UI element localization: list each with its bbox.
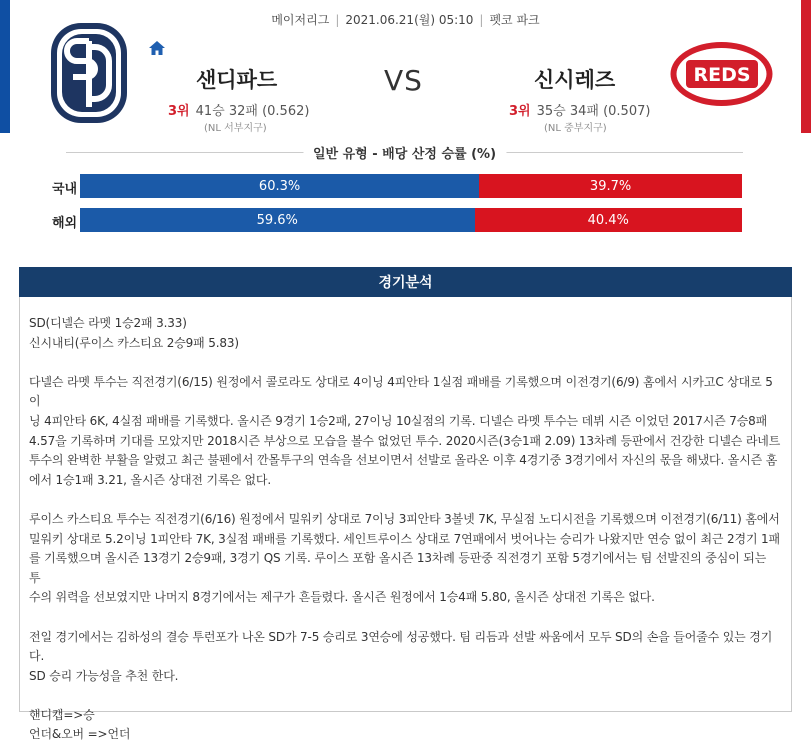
overseas-away-pct: 40.4% (475, 208, 742, 232)
reds-logo-text: REDS (693, 64, 751, 86)
domestic-home-pct: 60.3% (80, 174, 479, 198)
overseas-odds-row (0, 208, 811, 232)
analysis-line: SD 승리 가능성을 추천 한다. (29, 668, 179, 683)
analysis-line: 닝 4피안타 6K, 4실점 패배를 기록했다. 올시즌 9경기 1승2패, 27이닝 10실점의 기록. 디넬슨 라멧 투수는 데뷔 시즌 이었던 2017시즌 7승8패 (29, 413, 768, 428)
analysis-line: 밀워키 상대로 5.2이닝 1피안타 7K, 3실점 패배를 기록했다. 세인트루이스 상대로 7연패에서 벗어나는 승리가 나왔지만 연승 없이 최근 2경기 1패 (29, 531, 780, 546)
betting-title-row (66, 142, 743, 162)
reds-team-logo (668, 40, 775, 108)
paragraph-gap (29, 608, 781, 628)
paragraph-gap (29, 686, 781, 706)
analysis-line: SD(디넬슨 라멧 1승2패 3.33) (29, 316, 187, 330)
analysis-line: 다넬슨 라멧 투수는 직전경기(6/15) 원정에서 콜로라도 상대로 4이닝 4피안타 1실점 패배를 기록했으며 이전경기(6/9) 홈에서 시카고C 상대로 5이 (29, 374, 773, 409)
analysis-line: 에서 1승1패 3.21, 올시즌 상대전 기록은 없다. (29, 472, 272, 487)
away-team-rank: 3위 (509, 104, 531, 119)
domestic-away-pct: 39.7% (479, 174, 742, 198)
match-meta: 메이저리그 | 2021.06.21(월) 05:10 | 펫코 파크 (271, 13, 540, 27)
analysis-line: 핸디캡=>승 (29, 707, 95, 722)
analysis-header: 경기분석 (19, 267, 792, 297)
home-team-name: 샌디파드 (196, 68, 278, 92)
home-team-record (168, 100, 309, 119)
home-icon[interactable] (148, 40, 166, 56)
analysis-line: 를 기록했으며 올시즌 13경기 2승9패, 3경기 QS 기록. 루이스 포함 올시즌 13차례 등판중 직전경기 포함 5경기에서는 팀 선발진의 중심이 되는 투 (29, 551, 767, 585)
away-win-loss: 35승 34패 (0.507) (536, 104, 651, 119)
away-team-division: (NL 중부지구) (544, 123, 607, 134)
analysis-line: 전일 경기에서는 김하성의 결승 투런포가 나온 SD가 7-5 승리로 3연승에 성공했다. 팀 리듬과 선발 싸움에서 모두 SD의 손을 들어줄수 있는 경기다. (29, 629, 773, 664)
analysis-line: 4.57을 기록하며 기대를 모았지만 2018시즌 부상으로 모습을 볼수 없었던 투수. 2020시즌(3승1패 2.09) 13차례 등판에서 건강한 디넬슨 라네트 (29, 433, 781, 448)
venue-label: 펫코 파크 (489, 13, 540, 27)
overseas-odds-bar (80, 208, 742, 232)
sd-team-logo (49, 21, 129, 125)
analysis-line: 신시내티(루이스 카스티요 2승9패 5.83) (29, 335, 239, 350)
away-team-name: 신시레즈 (534, 68, 616, 92)
away-team-record (509, 100, 650, 119)
paragraph-gap (29, 353, 781, 373)
domestic-label: 국내 (52, 182, 78, 197)
overseas-label: 해외 (52, 216, 78, 231)
match-datetime: 2021.06.21(월) 05:10 (345, 13, 474, 27)
paragraph-gap (29, 490, 781, 510)
versus-label: VS (384, 64, 423, 97)
overseas-home-pct: 59.6% (80, 208, 475, 232)
domestic-odds-row (0, 174, 811, 198)
analysis-line: 투수의 완벽한 부활을 알렸고 최근 불펜에서 깐몰투구의 연속을 선보이면서 선발로 올라온 이후 4경기중 3경기에서 자신의 몫을 해냈다. 올시즌 홈 (29, 453, 778, 468)
league-label: 메이저리그 (271, 13, 330, 27)
home-team-rank: 3위 (168, 104, 190, 119)
analysis-line: 언더&오버 =>언더 (29, 727, 131, 742)
analysis-line: 루이스 카스티요 투수는 직전경기(6/16) 원정에서 밀워키 상대로 7이닝 3피안타 3볼넷 7K, 무실점 노디시전을 기록했으며 이전경기(6/11) 홈에서 (29, 511, 780, 526)
analysis-body (29, 314, 781, 745)
betting-title: 일반 유형 - 배당 산정 승률 (%) (303, 143, 506, 162)
home-win-loss: 41승 32패 (0.562) (195, 104, 310, 119)
domestic-odds-bar (80, 174, 742, 198)
analysis-line: 수의 위력을 선보였지만 나머지 8경기에서는 제구가 흔들렸다. 올시즌 원정에서 1승4패 5.80, 올시즌 상대전 기록은 없다. (29, 590, 655, 605)
home-team-division: (NL 서부지구) (204, 123, 267, 134)
